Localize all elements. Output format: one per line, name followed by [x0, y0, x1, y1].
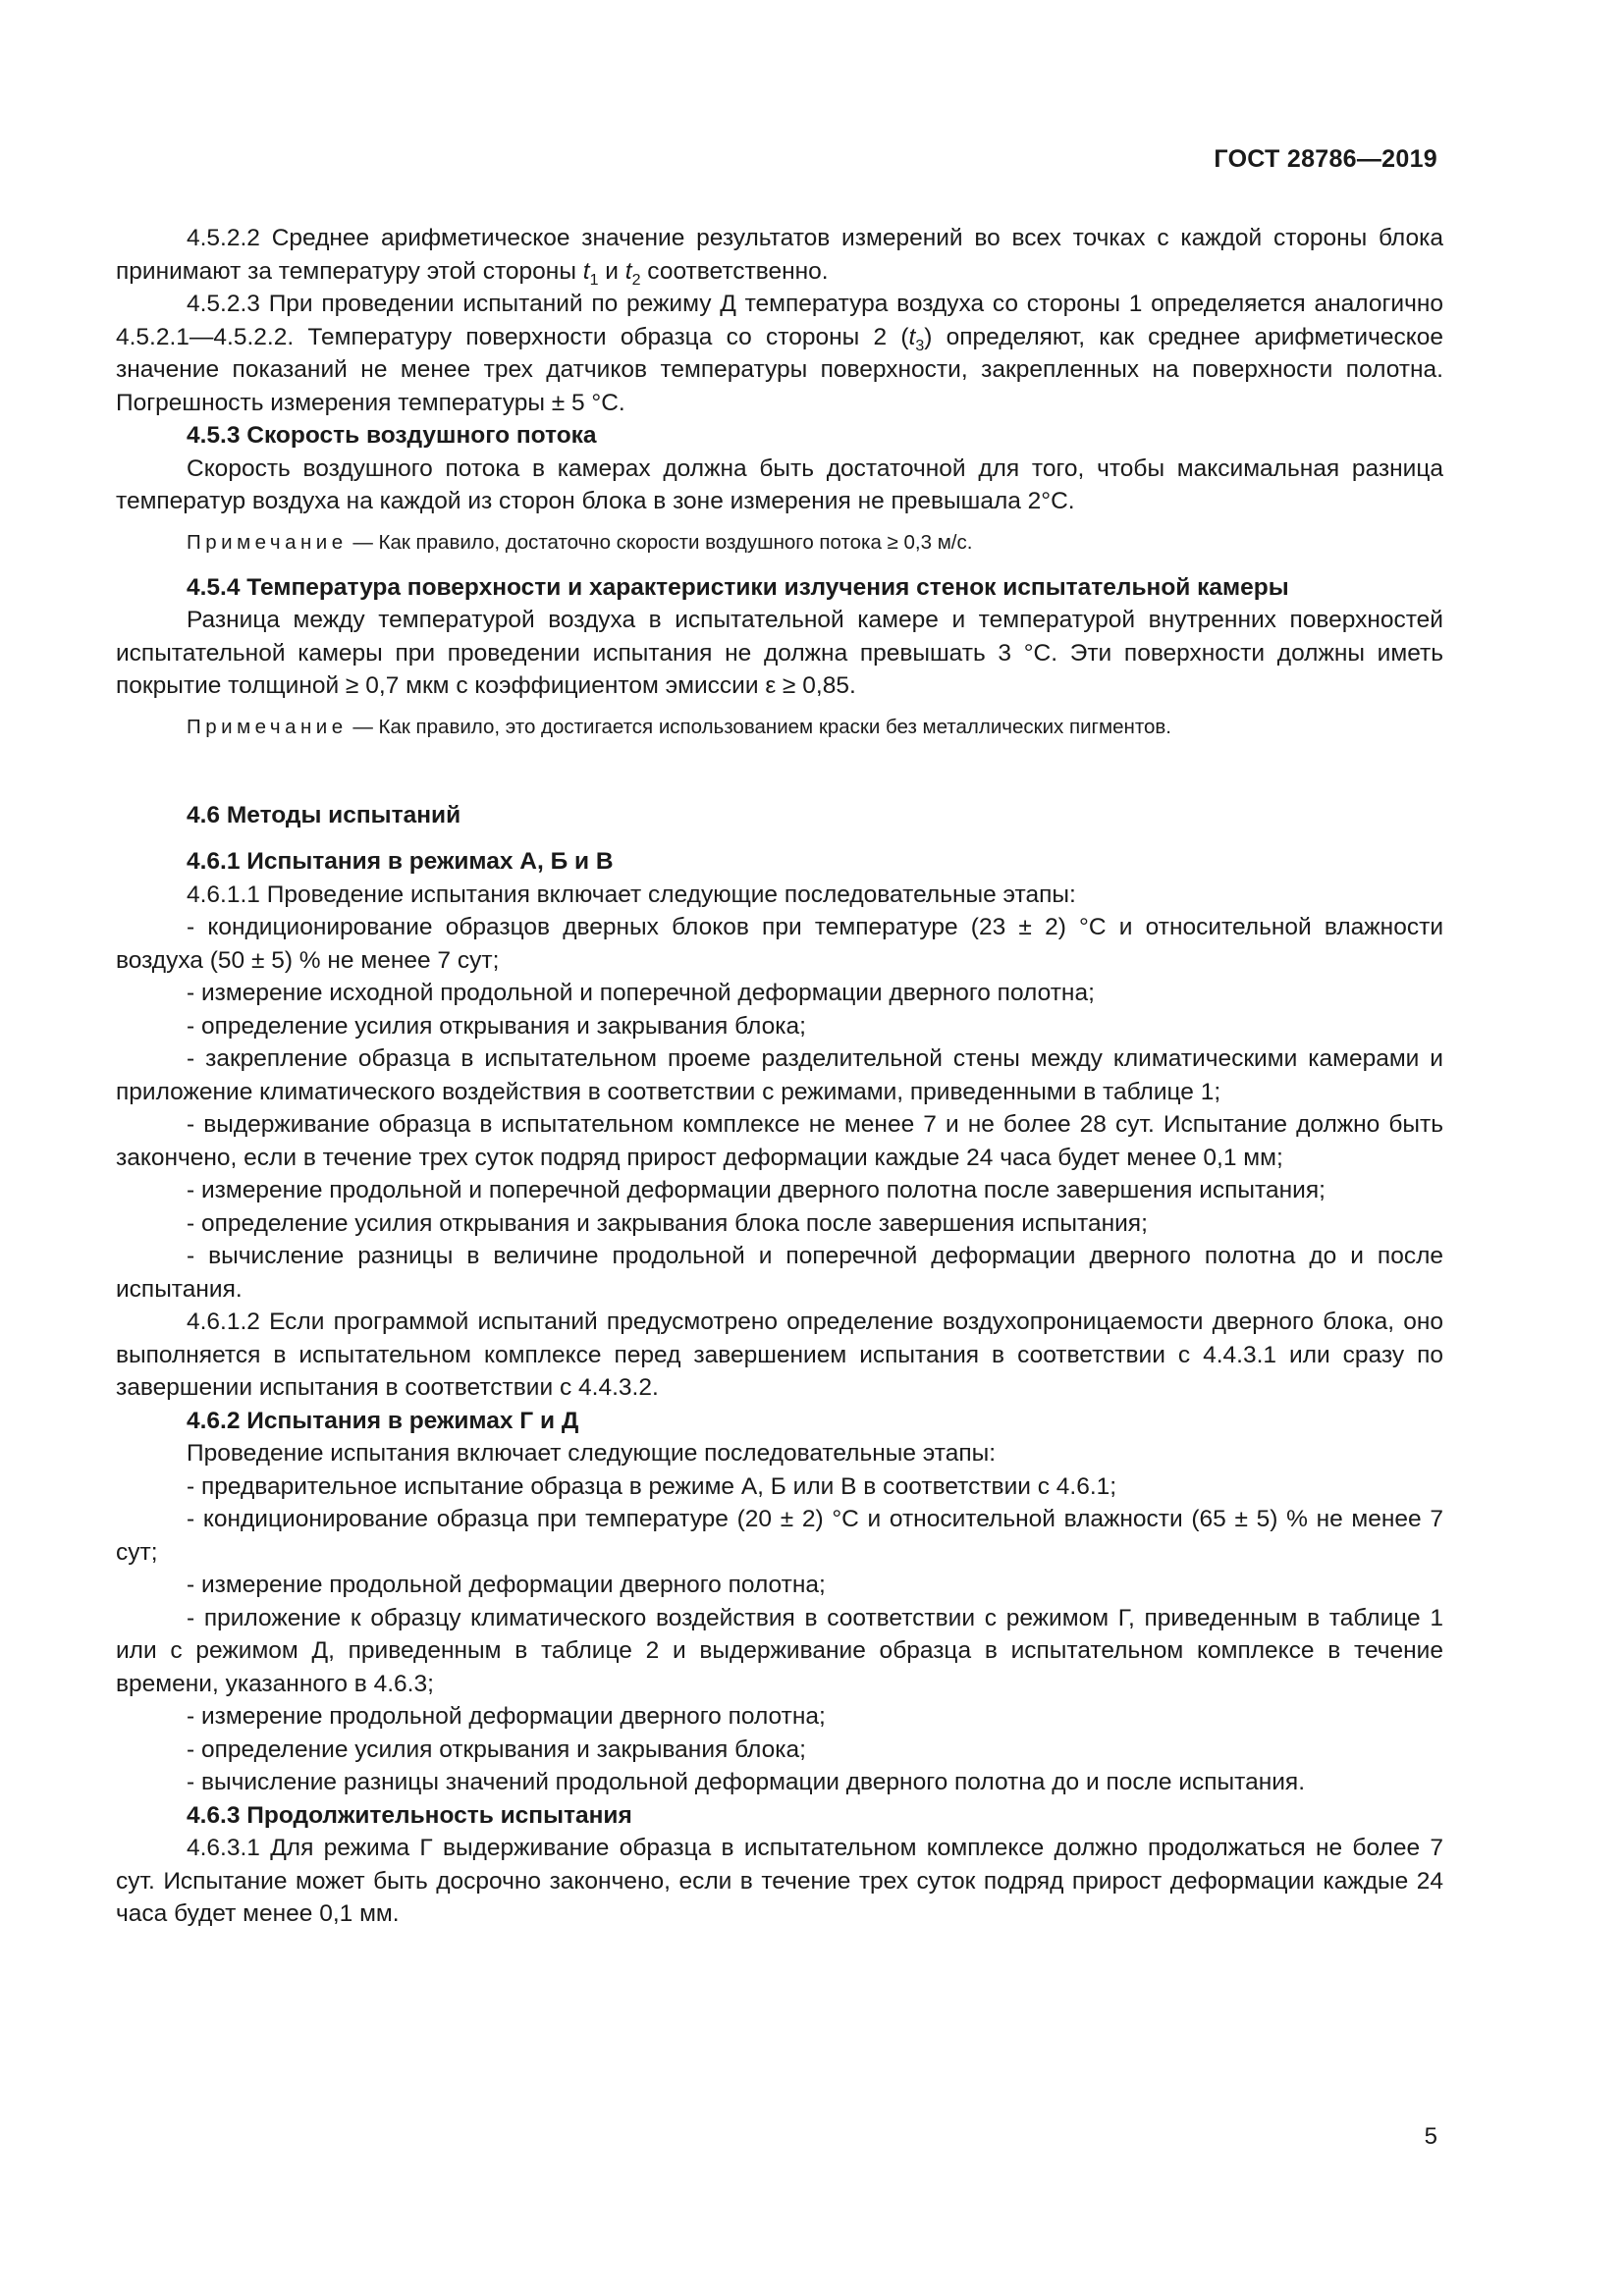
list-4-6-1 [116, 911, 1443, 1306]
list-item: - измерение продольной и поперечной деформации дверного полотна после завершения испытания; [187, 1177, 1326, 1203]
paragraph-4-6-1-1: 4.6.1.1 Проведение испытания включает следующие последовательные этапы: [187, 881, 1076, 908]
note-1: Примечание — Как правило, достаточно скорости воздушного потока ≥ 0,3 м/с. [187, 530, 973, 554]
list-item: - приложение к образцу климатического воздействия в соответствии с режимом Г, приведенным в таблице 1 или с режимом Д, приведенным в таблице 2 и выдерживание образца в испытательном комплексе в течение времени, указанного в 4.6.3; [116, 1604, 1443, 1697]
list-item: - измерение продольной деформации дверного полотна; [187, 1703, 826, 1730]
paragraph-4-5-2-2: 4.5.2.2 Среднее арифметическое значение результатов измерений во всех точках с каждой стороны блока принимают за температуру этой стороны $t_1$ и $t_2$ соответственно. [116, 225, 1443, 289]
list-item: - кондиционирование образцов дверных блоков при температуре (23 ± 2) °С и относительной влажности воздуха (50 ± 5) % не менее 7 сут; [116, 914, 1443, 974]
list-4-6-2 [116, 1470, 1443, 1799]
t2-symbol: t [624, 257, 632, 285]
paragraph-4-6-2: Проведение испытания включает следующие последовательные этапы: [187, 1440, 997, 1467]
list-item: - предварительное испытание образца в режиме А, Б или В в соответствии с 4.6.1; [187, 1472, 1117, 1500]
list-item: - вычисление разницы в величине продольной и поперечной деформации дверного полотна до и после испытания. [116, 1243, 1443, 1303]
paragraph-4-6-3-1: 4.6.3.1 Для режима Г выдерживание образца в испытательном комплексе должно продолжаться не более 7 сут. Испытание может быть досрочно закончено, если в течение трех суток подряд прирост деформации каждые 24 часа будет менее 0,1 мм. [116, 1835, 1443, 1927]
list-item: - измерение исходной продольной и поперечной деформации дверного полотна; [187, 980, 1095, 1006]
list-item: - определение усилия открывания и закрывания блока; [187, 1012, 806, 1040]
paragraph-4-5-2-3: 4.5.2.3 При проведении испытаний по режиму Д температура воздуха со стороны 1 определяется аналогично 4.5.2.1—4.5.2.2. Температуру поверхности образца со стороны 2 $(t_3)$ определяют, как среднее арифметическое значение показаний не менее трех датчиков температуры поверхности, закрепленных на поверхности полотна. Погрешность измерения температуры ± 5 °С. [116, 291, 1443, 416]
paragraph-4-5-3: Скорость воздушного потока в камерах должна быть достаточной для того, чтобы максимальная разница температур воздуха на каждой из сторон блока в зоне измерения не превышала 2°С. [116, 454, 1443, 514]
heading-4-6: 4.6 Методы испытаний [187, 801, 461, 828]
list-item: - определение усилия открывания и закрывания блока после завершения испытания; [187, 1209, 1148, 1237]
heading-4-6-2: 4.6.2 Испытания в режимах Г и Д [187, 1407, 579, 1434]
list-item: - закрепление образца в испытательном проеме разделительной стены между климатическими камерами и приложение климатического воздействия в соответствии с режимами, приведенными в таблице 1; [116, 1045, 1443, 1105]
document-body [116, 222, 1443, 1931]
page-number: 5 [1424, 2123, 1437, 2150]
heading-4-6-1: 4.6.1 Испытания в режимах А, Б и В [187, 848, 614, 875]
list-item: - вычисление разницы значений продольной деформации дверного полотна до и после испытания. [187, 1769, 1305, 1795]
list-item: - определение усилия открывания и закрывания блока; [187, 1735, 806, 1763]
paragraph-4-6-1-2: 4.6.1.2 Если программой испытаний предусмотрено определение воздухопроницаемости дверного блока, оно выполняется в испытательном комплексе перед завершением испытания в соответствии с 4.4.3.1 или сразу по завершении испытания в соответствии с 4.4.3.2. [116, 1308, 1443, 1401]
note-2: Примечание — Как правило, это достигается использованием краски без металлических пигментов. [187, 715, 1171, 738]
paragraph-4-5-4: Разница между температурой воздуха в испытательной камере и температурой внутренних поверхностей испытательной камеры при проведении испытания не должна превышать 3 °С. Эти поверхности должны иметь покрытие толщиной ≥ 0,7 мкм с коэффициентом эмиссии ε ≥ 0,85. [116, 607, 1443, 699]
list-item: - кондиционирование образца при температуре (20 ± 2) °С и относительной влажности (65 ± 5) % не менее 7 сут; [116, 1506, 1443, 1566]
document-header: ГОСТ 28786—2019 [1214, 145, 1437, 173]
list-item: - измерение продольной деформации дверного полотна; [187, 1572, 826, 1598]
heading-4-6-3: 4.6.3 Продолжительность испытания [187, 1801, 632, 1829]
list-item: - выдерживание образца в испытательном комплексе не менее 7 и не более 28 сут. Испытание должно быть закончено, если в течение трех суток подряд прирост деформации каждые 24 часа будет менее 0,1 мм; [116, 1111, 1443, 1171]
heading-4-5-3: 4.5.3 Скорость воздушного потока [187, 422, 597, 449]
heading-4-5-4: 4.5.4 Температура поверхности и характеристики излучения стенок испытательной камеры [187, 573, 1289, 601]
